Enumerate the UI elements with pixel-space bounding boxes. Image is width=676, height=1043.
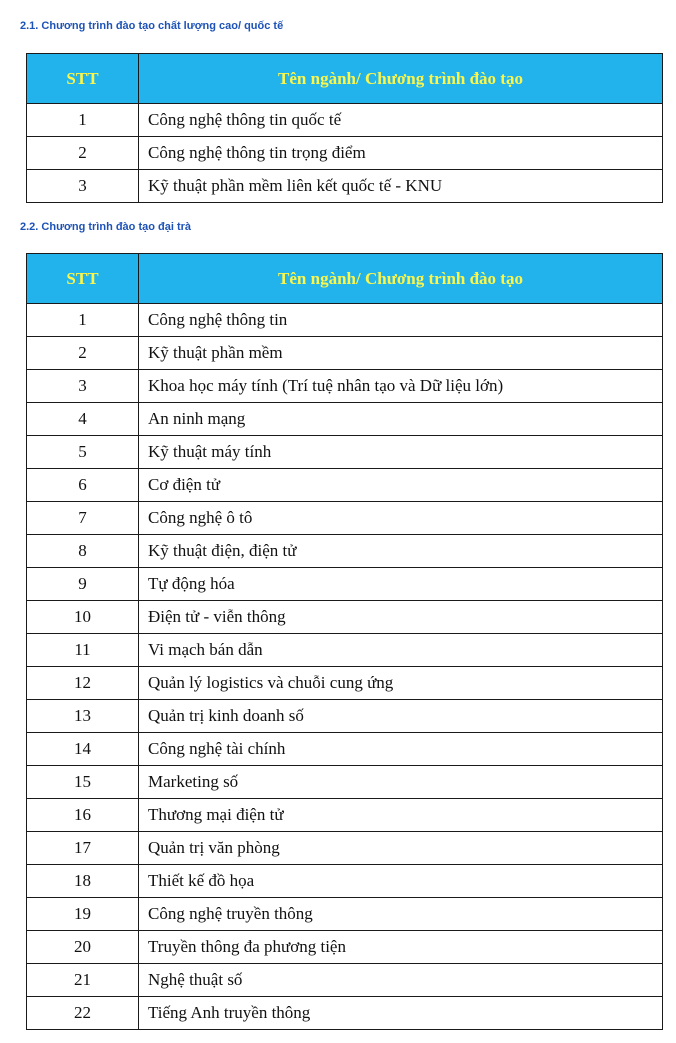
table-row [27, 601, 663, 634]
header-program-name: Tên ngành/ Chương trình đào tạo [139, 54, 663, 104]
row-stt: 4 [27, 403, 139, 436]
table-row [27, 634, 663, 667]
row-program-name: Kỹ thuật phần mềm [139, 337, 663, 370]
row-program-name: Công nghệ truyền thông [139, 898, 663, 931]
table-row [27, 502, 663, 535]
table-row [27, 304, 663, 337]
table-row [27, 370, 663, 403]
header-stt: STT [27, 54, 139, 104]
row-program-name: Thiết kế đồ họa [139, 865, 663, 898]
row-program-name: Tiếng Anh truyền thông [139, 997, 663, 1030]
row-stt: 3 [27, 370, 139, 403]
row-stt: 22 [27, 997, 139, 1030]
table-row [27, 104, 663, 137]
row-program-name: Cơ điện tử [139, 469, 663, 502]
table-row [27, 898, 663, 931]
table-header-row [27, 54, 663, 104]
table-row [27, 337, 663, 370]
header-program-name: Tên ngành/ Chương trình đào tạo [139, 254, 663, 304]
table-row [27, 997, 663, 1030]
table-row [27, 568, 663, 601]
row-program-name: An ninh mạng [139, 403, 663, 436]
row-stt: 17 [27, 832, 139, 865]
row-stt: 8 [27, 535, 139, 568]
row-stt: 21 [27, 964, 139, 997]
program-table-standard [26, 253, 663, 1030]
table-row [27, 403, 663, 436]
row-program-name: Điện tử - viễn thông [139, 601, 663, 634]
table-row [27, 700, 663, 733]
row-stt: 1 [27, 104, 139, 137]
row-stt: 14 [27, 733, 139, 766]
row-program-name: Nghệ thuật số [139, 964, 663, 997]
row-stt: 2 [27, 337, 139, 370]
table-row [27, 832, 663, 865]
table-row [27, 766, 663, 799]
row-stt: 16 [27, 799, 139, 832]
row-stt: 18 [27, 865, 139, 898]
row-program-name: Công nghệ ô tô [139, 502, 663, 535]
row-program-name: Khoa học máy tính (Trí tuệ nhân tạo và Dữ liệu lớn) [139, 370, 663, 403]
header-stt: STT [27, 254, 139, 304]
table-row [27, 733, 663, 766]
row-program-name: Công nghệ tài chính [139, 733, 663, 766]
table-row [27, 964, 663, 997]
row-stt: 20 [27, 931, 139, 964]
row-stt: 10 [27, 601, 139, 634]
row-stt: 15 [27, 766, 139, 799]
table-row [27, 667, 663, 700]
row-program-name: Vi mạch bán dẫn [139, 634, 663, 667]
row-stt: 3 [27, 170, 139, 203]
row-program-name: Kỹ thuật điện, điện tử [139, 535, 663, 568]
row-program-name: Quản trị văn phòng [139, 832, 663, 865]
row-stt: 9 [27, 568, 139, 601]
row-program-name: Quản trị kinh doanh số [139, 700, 663, 733]
table-row [27, 170, 663, 203]
row-program-name: Kỹ thuật máy tính [139, 436, 663, 469]
row-program-name: Công nghệ thông tin [139, 304, 663, 337]
row-program-name: Quản lý logistics và chuỗi cung ứng [139, 667, 663, 700]
program-table-high-quality [26, 53, 663, 203]
table-row [27, 931, 663, 964]
table-header-row [27, 254, 663, 304]
table-row [27, 799, 663, 832]
section-title-standard: 2.2. Chương trình đào tạo đại trà [20, 221, 192, 233]
row-stt: 11 [27, 634, 139, 667]
table-row [27, 137, 663, 170]
row-program-name: Truyền thông đa phương tiện [139, 931, 663, 964]
table-row [27, 535, 663, 568]
row-program-name: Kỹ thuật phần mềm liên kết quốc tế - KNU [139, 170, 663, 203]
row-stt: 2 [27, 137, 139, 170]
table-row [27, 865, 663, 898]
row-program-name: Thương mại điện tử [139, 799, 663, 832]
table-row [27, 469, 663, 502]
row-stt: 13 [27, 700, 139, 733]
row-stt: 1 [27, 304, 139, 337]
row-program-name: Tự động hóa [139, 568, 663, 601]
row-stt: 6 [27, 469, 139, 502]
row-program-name: Công nghệ thông tin quốc tế [139, 104, 663, 137]
row-stt: 5 [27, 436, 139, 469]
row-program-name: Marketing số [139, 766, 663, 799]
table-row [27, 436, 663, 469]
row-stt: 12 [27, 667, 139, 700]
row-stt: 19 [27, 898, 139, 931]
section-title-high-quality: 2.1. Chương trình đào tạo chất lượng cao/ quốc tế [20, 20, 284, 32]
row-stt: 7 [27, 502, 139, 535]
row-program-name: Công nghệ thông tin trọng điểm [139, 137, 663, 170]
